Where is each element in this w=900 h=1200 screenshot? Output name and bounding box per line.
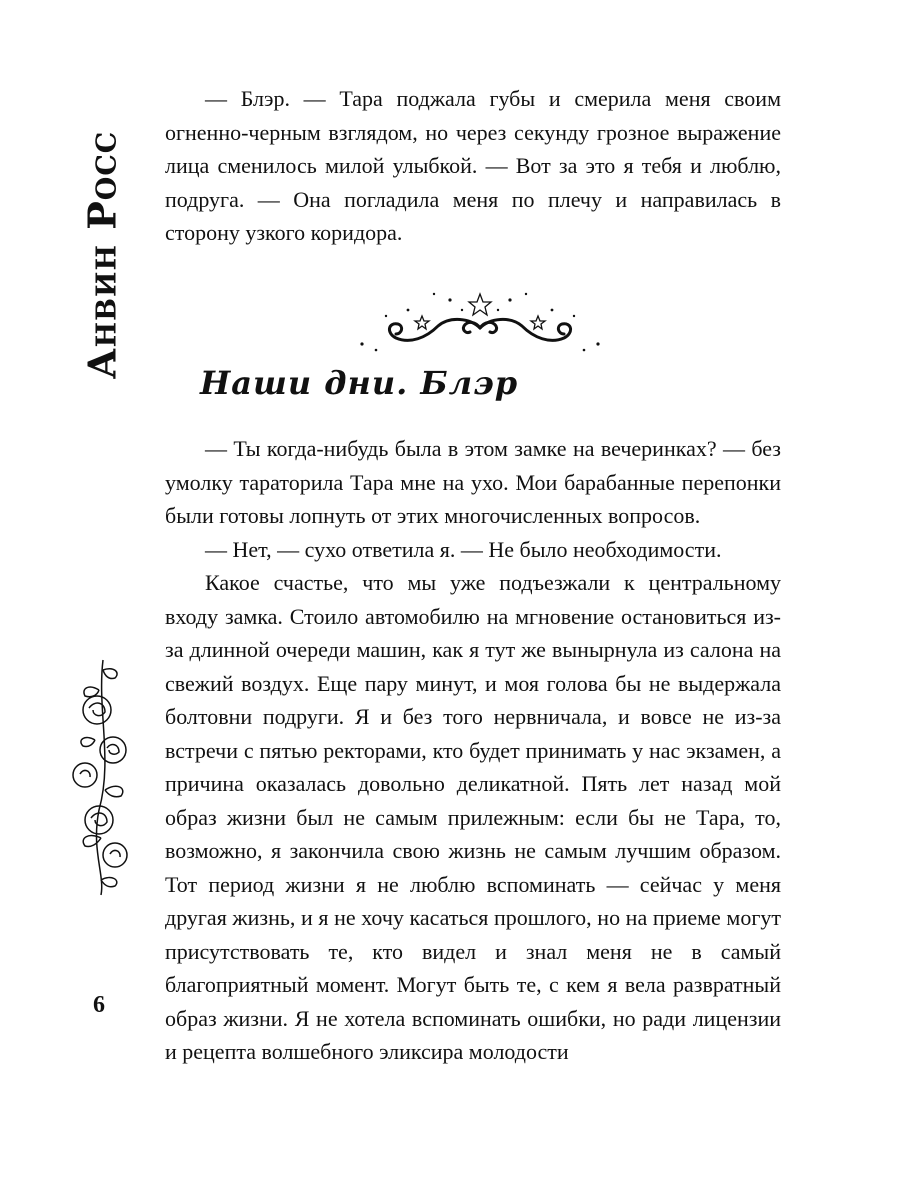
running-head-author [72, 130, 132, 380]
paragraph: — Ты когда-нибудь была в этом замке на вечеринках? — без умолку тараторила Тара мне на ухо. Мои барабанные перепонки были готовы лопнуть от этих многочисленных вопросов. [165, 436, 781, 528]
paragraph: — Нет, — сухо ответила я. — Не было необходимости. [205, 536, 722, 562]
rose-vine-icon [55, 650, 145, 900]
author-name: Анвин Росс [79, 130, 125, 380]
ornament-divider-icon [350, 288, 610, 363]
text-block-after [165, 432, 781, 1069]
paragraph: — Блэр. — Тара поджала губы и смерила меня своим огненно-черным взглядом, но через секунду грозное выражение лица сменилось милой улыбкой. — Вот за это я тебя и люблю, подруга. — Она погладила меня по плечу и направилась в сторону узкого коридора. [165, 86, 781, 245]
section-heading: Наши дни. Блэр [200, 364, 519, 402]
page-number: 6 [93, 992, 105, 1018]
text-block-before [165, 82, 781, 250]
paragraph: Какое счастье, что мы уже подъезжали к центральному входу замка. Стоило автомобилю на мгновение остановиться из-за длинной очереди машин, как я тут же вынырнула из салона на свежий воздух. Еще пару минут, и моя голова бы не выдержала болтовни подруги. Я и без того нервничала, и вовсе не из-за встречи с пятью ректорами, кто будет принимать у нас экзамен, а причина оказалась довольно деликатной. Пять лет назад мой образ жизни был не самым прилежным: если бы не Тара, то, возможно, я закончила свою жизнь не самым лучшим образом. Тот период жизни я не люблю вспоминать — сейчас у меня другая жизнь, и я не хочу касаться прошлого, но на приеме могут присутствовать те, кто видел и знал меня не в самый благоприятный момент. Могут быть те, с кем я вела развратный образ жизни. Я не хотела вспоминать ошибки, но ради лицензии и рецепта волшебного эликсира молодости [165, 570, 781, 1064]
